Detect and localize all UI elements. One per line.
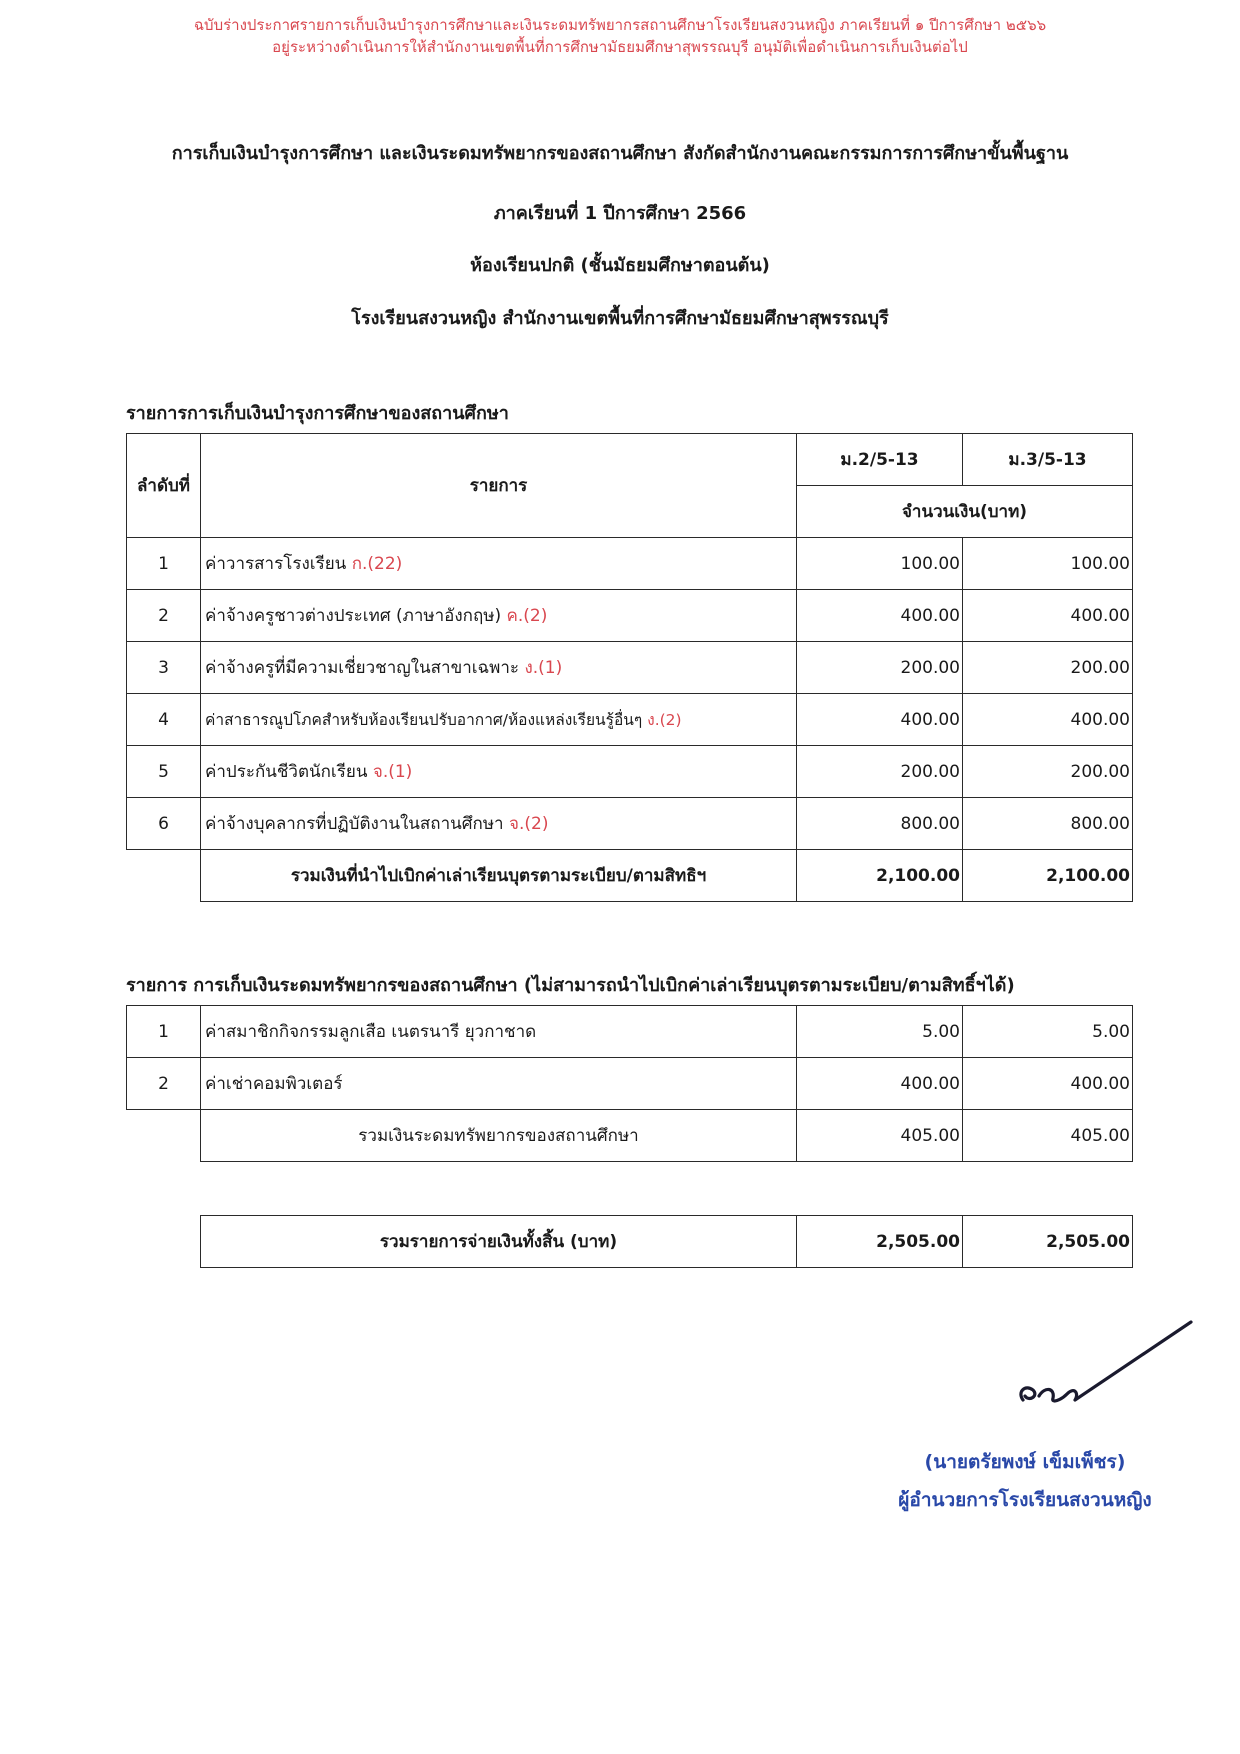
row-item	[201, 798, 797, 850]
semester-heading: ภาคเรียนที่ 1 ปีการศึกษา 2566	[493, 203, 747, 224]
total-row	[127, 1110, 1133, 1162]
table-row	[127, 1006, 1133, 1058]
grand-total-m2: 2,505.00	[797, 1216, 963, 1268]
draft-note-line-1: ฉบับร่างประกาศรายการเก็บเงินบำรุงการศึกษาและเงินระดมทรัพยากรสถานศึกษาโรงเรียนสงวนหญิง ภาคเรียนที่ ๑ ปีการศึกษา ๒๕๖๖	[193, 16, 1047, 34]
row-amount-m3: 200.00	[963, 642, 1133, 694]
row-amount-m2: 400.00	[797, 694, 963, 746]
row-amount-m2: 400.00	[797, 1058, 963, 1110]
signatory-name: (นายตรัยพงษ์ เข็มเพ็ชร)	[924, 1451, 1126, 1473]
row-item: ค่าสมาชิกกิจกรรมลูกเสือ เนตรนารี ยุวกาชาด	[201, 1006, 797, 1058]
row-amount-m2: 800.00	[797, 798, 963, 850]
row-item	[201, 538, 797, 590]
section1-title: รายการการเก็บเงินบำรุงการศึกษาของสถานศึกษา	[126, 403, 509, 424]
row-item-label: ค่าสาธารณูปโภคสำหรับห้องเรียนปรับอากาศ/ห้องแหล่งเรียนรู้อื่นๆ	[205, 711, 643, 729]
row-item-label: ค่าจ้างครูที่มีความเชี่ยวชาญในสาขาเฉพาะ	[205, 658, 520, 678]
tuition-fee-table	[126, 433, 1133, 902]
classroom-heading: ห้องเรียนปกติ (ชั้นมัธยมศึกษาตอนต้น)	[470, 255, 770, 276]
draft-note-line-2: อยู่ระหว่างดำเนินการให้สำนักงานเขตพื้นที่การศึกษามัธยมศึกษาสุพรรณบุรี อนุมัติเพื่อดำเนินการเก็บเงินต่อไป	[272, 38, 968, 56]
row-item-code: จ.(2)	[509, 814, 549, 834]
total-amount-m3: 2,100.00	[963, 850, 1133, 902]
row-amount-m3: 400.00	[963, 590, 1133, 642]
row-no: 2	[127, 1058, 201, 1110]
total-row	[127, 850, 1133, 902]
row-amount-m3: 100.00	[963, 538, 1133, 590]
row-item-code: จ.(1)	[372, 762, 413, 782]
header-item: รายการ	[201, 434, 797, 538]
resource-fee-table	[126, 1005, 1133, 1162]
row-amount-m3: 400.00	[963, 694, 1133, 746]
table-row	[127, 538, 1133, 590]
row-item-code: ง.(1)	[524, 658, 563, 678]
row-amount-m3: 800.00	[963, 798, 1133, 850]
signatory-position: ผู้อำนวยการโรงเรียนสงวนหญิง	[898, 1489, 1152, 1511]
header-amount: จำนวนเงิน(บาท)	[797, 486, 1133, 538]
row-item-label: ค่าจ้างบุคลากรที่ปฏิบัติงานในสถานศึกษา	[205, 814, 504, 834]
table-row	[127, 694, 1133, 746]
row-amount-m2: 400.00	[797, 590, 963, 642]
row-amount-m3: 400.00	[963, 1058, 1133, 1110]
table-row	[127, 590, 1133, 642]
document-title: การเก็บเงินบำรุงการศึกษา และเงินระดมทรัพยากรของสถานศึกษา สังกัดสำนักงานคณะกรรมการการศึกษาขั้นพื้นฐาน	[171, 143, 1069, 164]
row-no: 1	[127, 538, 201, 590]
row-amount-m3: 5.00	[963, 1006, 1133, 1058]
table-row	[127, 798, 1133, 850]
row-item-label: ค่าประกันชีวิตนักเรียน	[205, 762, 368, 782]
row-amount-m3: 200.00	[963, 746, 1133, 798]
total-label: รวมเงินที่นำไปเบิกค่าเล่าเรียนบุตรตามระเบียบ/ตามสิทธิฯ	[201, 850, 797, 902]
total-label: รวมเงินระดมทรัพยากรของสถานศึกษา	[201, 1110, 797, 1162]
row-amount-m2: 100.00	[797, 538, 963, 590]
row-no: 3	[127, 642, 201, 694]
header-no: ลำดับที่	[127, 434, 201, 538]
row-item-code: ค.(2)	[506, 606, 548, 626]
header-grade-m2: ม.2/5-13	[797, 434, 963, 486]
row-item-code: ก.(22)	[351, 554, 403, 574]
row-item	[201, 590, 797, 642]
table-row	[127, 746, 1133, 798]
table-row	[127, 642, 1133, 694]
row-no: 2	[127, 590, 201, 642]
total-spacer	[127, 1110, 201, 1162]
draft-note	[0, 14, 1240, 58]
row-no: 6	[127, 798, 201, 850]
row-item-label: ค่าวารสารโรงเรียน	[205, 554, 347, 574]
section2-title: รายการ การเก็บเงินระดมทรัพยากรของสถานศึกษา (ไม่สามารถนำไปเบิกค่าเล่าเรียนบุตรตามระเบียบ/ตามสิทธิ์ฯได้)	[126, 975, 1015, 996]
row-amount-m2: 200.00	[797, 746, 963, 798]
total-amount-m2: 2,100.00	[797, 850, 963, 902]
table-row	[127, 1058, 1133, 1110]
total-amount-m2: 405.00	[797, 1110, 963, 1162]
grand-total-m3: 2,505.00	[963, 1216, 1133, 1268]
row-no: 4	[127, 694, 201, 746]
row-no: 1	[127, 1006, 201, 1058]
grand-total-label: รวมรายการจ่ายเงินทั้งสิ้น (บาท)	[201, 1216, 797, 1268]
signature-image	[1015, 1300, 1205, 1410]
header-grade-m3: ม.3/5-13	[963, 434, 1133, 486]
total-spacer	[127, 850, 201, 902]
row-item	[201, 694, 797, 746]
row-item	[201, 642, 797, 694]
row-item: ค่าเช่าคอมพิวเตอร์	[201, 1058, 797, 1110]
school-heading: โรงเรียนสงวนหญิง สำนักงานเขตพื้นที่การศึกษามัธยมศึกษาสุพรรณบุรี	[351, 308, 889, 329]
row-item-code: ง.(2)	[647, 711, 682, 729]
row-item	[201, 746, 797, 798]
grand-total-table	[200, 1215, 1133, 1268]
row-amount-m2: 200.00	[797, 642, 963, 694]
row-no: 5	[127, 746, 201, 798]
total-amount-m3: 405.00	[963, 1110, 1133, 1162]
row-amount-m2: 5.00	[797, 1006, 963, 1058]
grand-total-row	[201, 1216, 1133, 1268]
row-item-label: ค่าจ้างครูชาวต่างประเทศ (ภาษาอังกฤษ)	[205, 606, 502, 626]
